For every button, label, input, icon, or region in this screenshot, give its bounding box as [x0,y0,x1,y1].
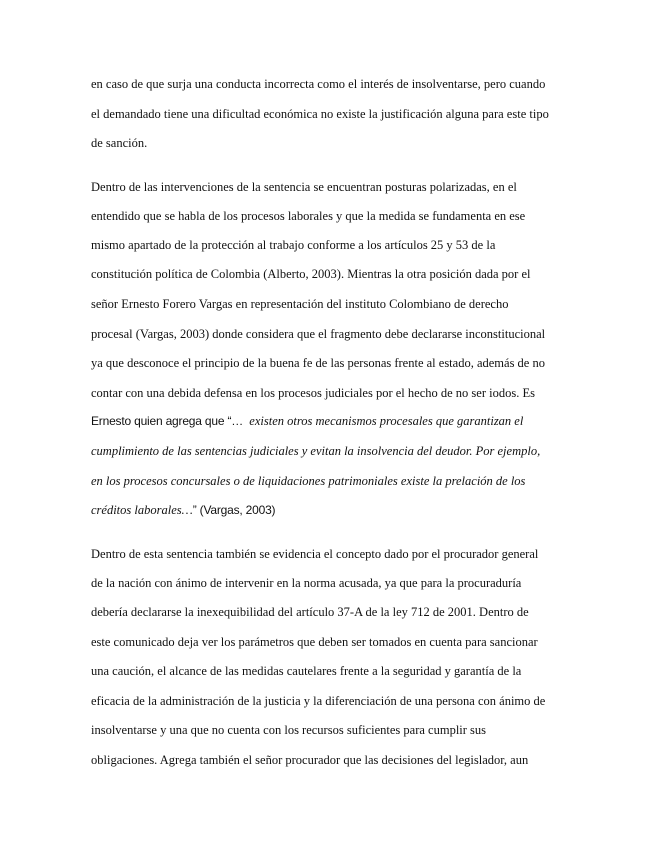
paragraph-3-line-6: eficacia de la administración de la justicia y la diferenciación de una persona con ánimo de [91,694,546,708]
paragraph-1-line-3: de sanción. [91,136,148,150]
quote-lead: Ernesto quien agrega que “… [91,414,244,428]
paragraph-3-line-4: este comunicado deja ver los parámetros que deben ser tomados en cuenta para sancionar [91,635,538,649]
paragraph-3-line-5: una caución, el alcance de las medidas cautelares frente a la seguridad y garantía de la [91,664,522,678]
paragraph-3-line-3: debería declararse la inexequibilidad del artículo 37-A de la ley 712 de 2001. Dentro de [91,605,529,619]
quote-line-4 [91,502,275,518]
quote-line-3 [91,473,525,489]
quote-text-4: créditos laborales… [91,503,193,517]
paragraph-1-line-1: en caso de que surja una conducta incorrecta como el interés de insolventarse, pero cuando [91,77,546,91]
paragraph-3-line-2: de la nación con ánimo de intervenir en la norma acusada, ya que para la procuraduría [91,576,522,590]
quote-text-3: en los procesos concursales o de liquidaciones patrimoniales existe la prelación de los [91,474,526,488]
paragraph-3-line-8: obligaciones. Agrega también el señor procurador que las decisiones del legislador, aun [91,753,529,767]
paragraph-2-line-1: Dentro de las intervenciones de la sentencia se encuentran posturas polarizadas, en el [91,180,517,194]
paragraph-3-line-7: insolventarse y una que no cuenta con los recursos suficientes para cumplir sus [91,723,487,737]
paragraph-2-line-5: señor Ernesto Forero Vargas en representación del instituto Colombiano de derecho [91,297,509,311]
paragraph-2-line-3: mismo apartado de la protección al trabajo conforme a los artículos 25 y 53 de la [91,238,496,252]
paragraph-2-line-7: ya que desconoce el principio de la buena fe de las personas frente al estado, además de no [91,356,545,370]
quote-line-2 [91,443,540,459]
paragraph-3-line-1: Dentro de esta sentencia también se evidencia el concepto dado por el procurador general [91,547,539,561]
paragraph-2-line-8: contar con una debida defensa en los procesos judiciales por el hecho de no ser iodos. Es [91,386,535,400]
quote-text-2: cumplimiento de las sentencias judiciales y evitan la insolvencia del deudor. Por ejemplo, [91,444,541,458]
quote-citation: ” (Vargas, 2003) [192,503,276,517]
quote-line-1 [91,413,523,429]
quote-text-1: existen otros mecanismos procesales que garantizan el [249,414,524,428]
paragraph-2-line-4: constitución política de Colombia (Alberto, 2003). Mientras la otra posición dada por el [91,267,531,281]
paragraph-1-line-2: el demandado tiene una dificultad económica no existe la justificación alguna para este tipo [91,107,549,121]
paragraph-2-line-2: entendido que se habla de los procesos laborales y que la medida se fundamenta en ese [91,209,526,223]
paragraph-2-line-6: procesal (Vargas, 2003) donde considera que el fragmento debe declararse inconstitucional [91,327,546,341]
